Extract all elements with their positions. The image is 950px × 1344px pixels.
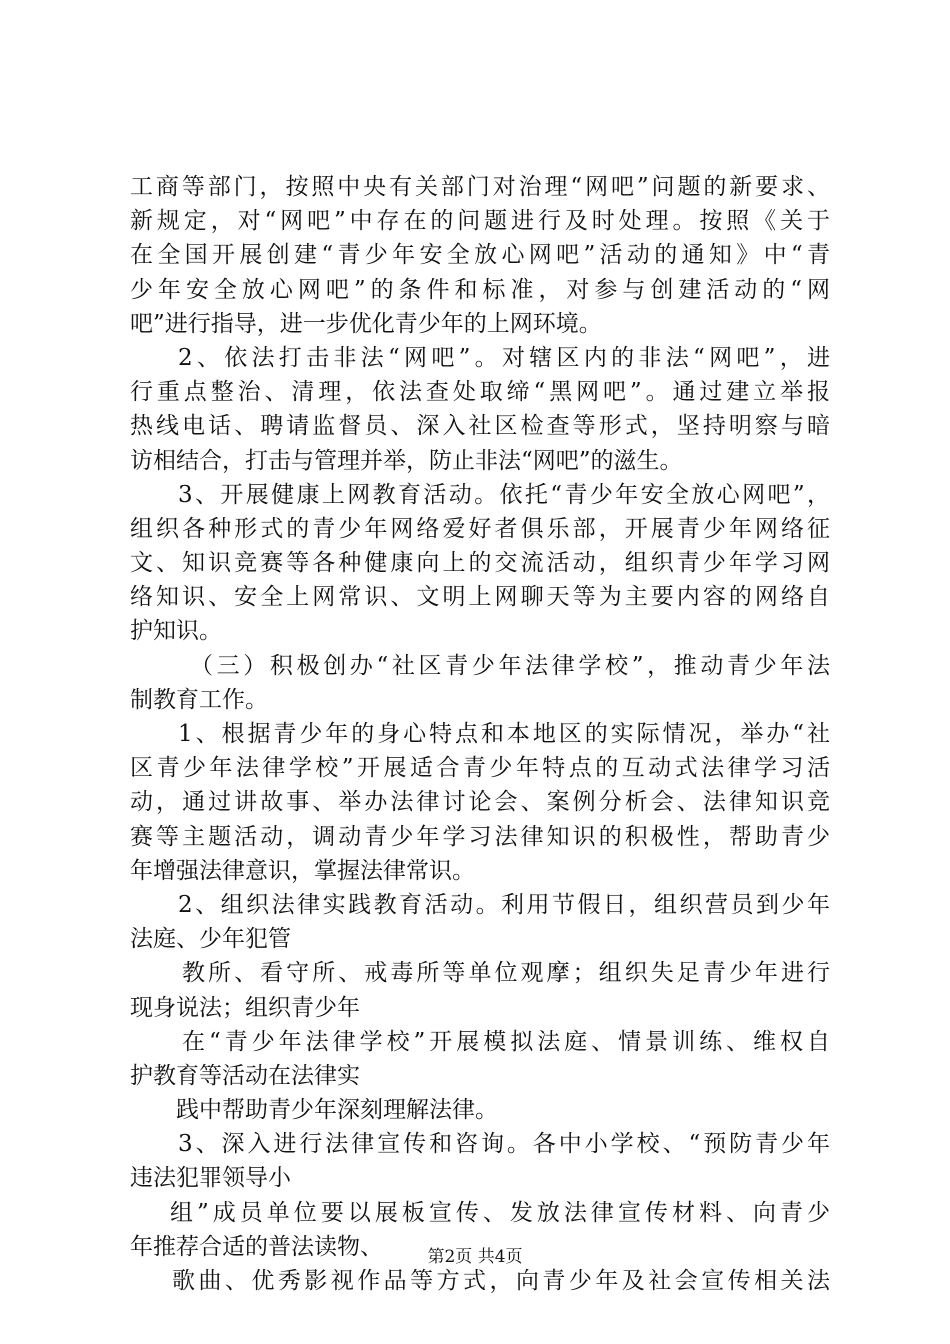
text-line: 吧”进行指导，进一步优化青少年的上网环境。 [130,310,602,337]
text-line: 络知识、安全上网常识、文明上网聊天等为主要内容的网络自 [130,584,830,611]
text-line: 护教育等活动在法律实 [130,1062,360,1089]
text-line: 少年安全放心网吧”的条件和标准，对参与创建活动的“网 [130,276,830,303]
text-line: 违法犯罪领导小 [130,1165,291,1192]
text-line: 1、根据青少年的身心特点和本地区的实际情况，举办“社 [178,721,830,747]
text-line: 区青少年法律学校”开展适合青少年特点的互动式法律学习活 [130,755,830,782]
text-line: 文、知识竞赛等各种健康向上的交流活动，组织青少年学习网 [130,550,830,577]
text-line: 在“青少年法律学校”开展模拟法庭、情景训练、维权自 [182,1028,830,1055]
text-line: 访相结合，打击与管理并举，防止非法“网吧”的滋生。 [130,447,683,474]
text-line: 行重点整治、清理，依法查处取缔“黑网吧”。通过建立举报 [130,379,830,406]
text-line: 2、依法打击非法“网吧”。对辖区内的非法“网吧”，进 [178,344,830,371]
text-line: 动，通过讲故事、举办法律讨论会、案例分析会、法律知识竞 [130,789,830,816]
text-line: 3、深入进行法律宣传和咨询。各中小学校、“预防青少年 [178,1131,830,1158]
text-line: 歌曲、优秀影视作品等方式，向青少年及社会宣传相关法 [172,1268,830,1294]
text-line: 法庭、少年犯管 [130,926,291,953]
text-line: 在全国开展创建“青少年安全放心网吧”活动的通知》中“青 [130,242,830,269]
text-line: 3、开展健康上网教育活动。依托“青少年安全放心网吧”， [178,481,830,508]
text-line: 现身说法；组织青少年 [130,994,360,1021]
section-heading-line: （三）积极创办“社区青少年法律学校”，推动青少年法 [190,652,830,679]
text-line: 年推荐合适的普法读物、 [130,1233,383,1260]
text-line: 热线电话、聘请监督员、深入社区检查等形式，坚持明察与暗 [130,413,830,440]
text-line: 工商等部门，按照中央有关部门对治理“网吧”问题的新要求、 [130,174,830,200]
text-line: 新规定，对“网吧”中存在的问题进行及时处理。按照《关于 [130,208,830,235]
text-line: 组”成员单位要以展板宣传、发放法律宣传材料、向青少 [170,1199,830,1226]
text-line: 年增强法律意识，掌握法律常识。 [130,857,475,884]
text-line: 组织各种形式的青少年网络爱好者俱乐部，开展青少年网络征 [130,515,830,542]
text-line: 赛等主题活动，调动青少年学习法律知识的积极性，帮助青少 [130,823,830,850]
section-heading-line: 制教育工作。 [130,686,268,713]
text-line: 护知识。 [130,618,222,645]
text-line: 教所、看守所、戒毒所等单位观摩；组织失足青少年进行 [182,960,830,987]
text-line: 2、组织法律实践教育活动。利用节假日，组织营员到少年 [178,891,830,918]
page-number-footer: 第2页 共4页 [427,1247,523,1267]
document-body [130,170,830,1298]
text-line: 践中帮助青少年深刻理解法律。 [176,1097,498,1124]
